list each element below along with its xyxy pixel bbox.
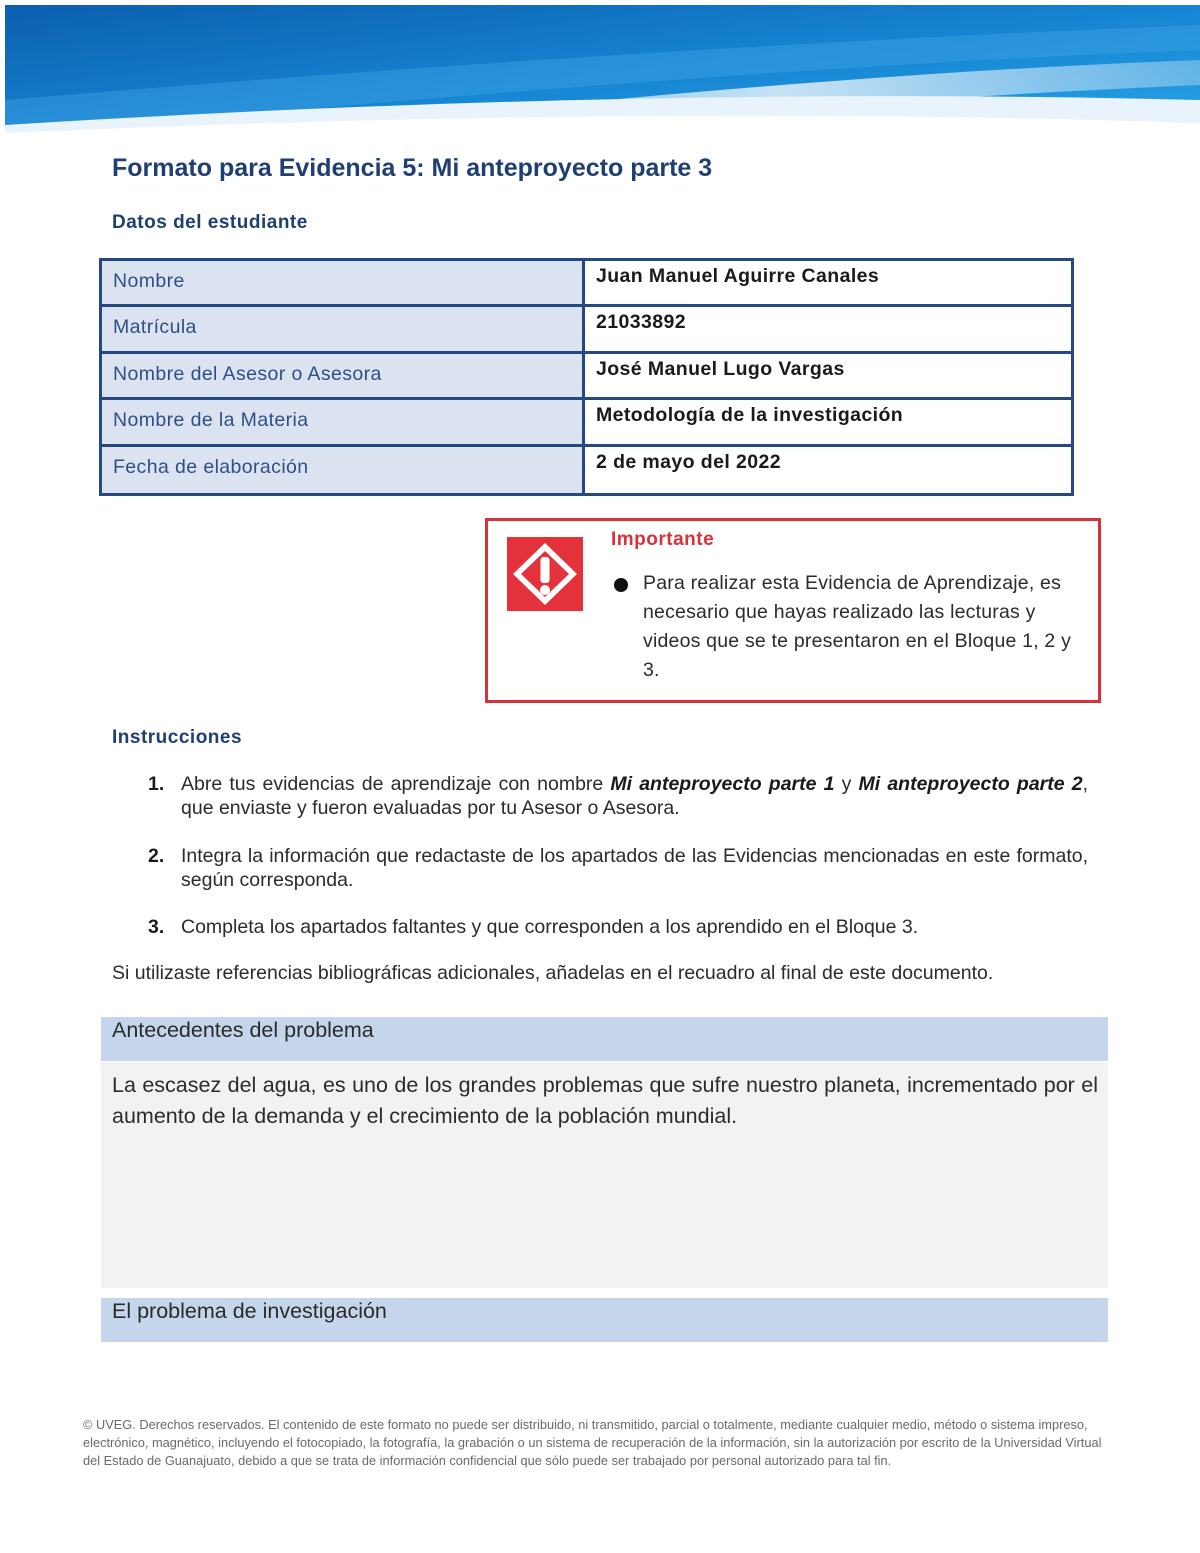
matricula-label: Matrícula (102, 307, 585, 350)
student-data-heading: Datos del estudiante (112, 212, 308, 233)
date-value: 2 de mayo del 2022 (585, 447, 1071, 493)
instruction-item-3 (148, 915, 1088, 939)
header-banner (5, 5, 1200, 145)
instruction-number: 2. (148, 845, 165, 867)
student-data-table (99, 258, 1074, 496)
table-row (102, 447, 1071, 493)
important-title: Importante (611, 529, 715, 550)
copyright-footer: © UVEG. Derechos reservados. El contenido de este formato no puede ser distribuido, ni transmitido, parcial o totalmente, mediante cualquier medio, método o sistema impreso, electrónico, magnético, incluyendo el fotocopiado, la fotografía, la grabación o un sistema de recuperación de la información, sin la autorización por escrito de la Universidad Virtual del Estado de Guanajuato, debido a que se trata de información confidencial que sólo puede ser trabajado por personal autorizado para tal fin. (83, 1417, 1102, 1468)
table-row (102, 354, 1071, 400)
instruction-text: Completa los apartados faltantes y que corresponden a los aprendido en el Bloque 3. (181, 916, 919, 938)
important-notice (485, 518, 1101, 703)
instruction-item-1 (148, 772, 1088, 820)
advisor-value: José Manuel Lugo Vargas (585, 354, 1071, 397)
page-title: Formato para Evidencia 5: Mi anteproyecto parte 3 (112, 154, 713, 182)
references-note: Si utilizaste referencias bibliográficas adicionales, añadelas en el recuadro al final de este documento. (112, 962, 994, 984)
instructions-heading: Instrucciones (112, 727, 243, 748)
warning-diamond-icon (507, 537, 583, 611)
instruction-text: Integra la información que redactaste de los apartados de las Evidencias mencionadas en este formato, según corresponda. (181, 845, 1088, 891)
instruction-text: Abre tus evidencias de aprendizaje con nombre Mi anteproyecto parte 1 y Mi anteproyecto parte 2, que enviaste y fueron evaluadas por tu Asesor o Asesora. (181, 773, 1088, 819)
table-row (102, 307, 1071, 353)
subject-label: Nombre de la Materia (102, 400, 585, 443)
bullet-dot (614, 578, 628, 592)
instruction-number: 1. (148, 773, 165, 795)
section-header-problema: El problema de investigación (101, 1298, 1108, 1342)
table-row (102, 400, 1071, 446)
date-label: Fecha de elaboración (102, 447, 585, 493)
instruction-item-2 (148, 844, 1088, 892)
subject-value: Metodología de la investigación (585, 400, 1071, 443)
table-row (102, 261, 1071, 307)
name-value: Juan Manuel Aguirre Canales (585, 261, 1071, 304)
section-header-antecedentes: Antecedentes del problema (101, 1017, 1108, 1061)
name-label: Nombre (102, 261, 585, 304)
matricula-value: 21033892 (585, 307, 1071, 350)
advisor-label: Nombre del Asesor o Asesora (102, 354, 585, 397)
important-text: Para realizar esta Evidencia de Aprendizaje, es necesario que hayas realizado las lecturas y videos que se te presentaron en el Bloque 1, 2 y 3. (643, 572, 1072, 681)
instruction-number: 3. (148, 916, 165, 938)
section-body-antecedentes[interactable]: La escasez del agua, es uno de los grandes problemas que sufre nuestro planeta, incrementado por el aumento de la demanda y el crecimiento de la población mundial. (101, 1062, 1108, 1288)
